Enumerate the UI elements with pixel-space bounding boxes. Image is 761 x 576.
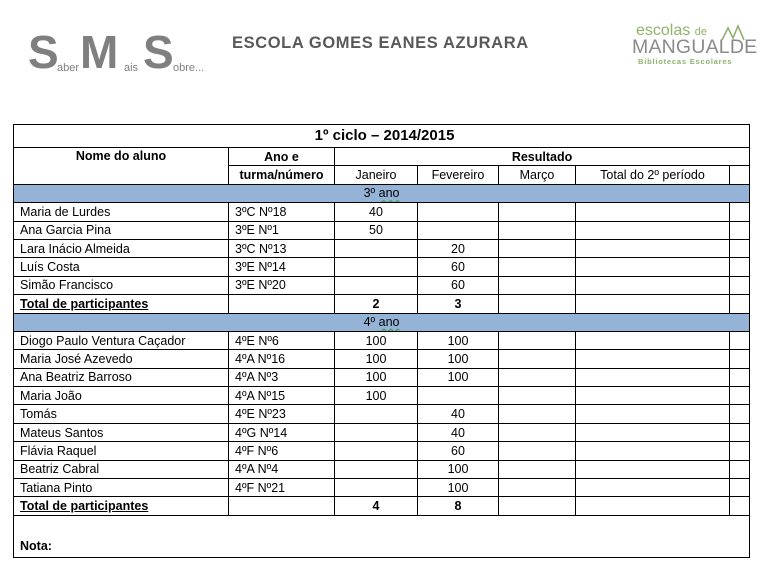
cell-feb: 60 xyxy=(418,276,499,294)
logo-word-sobre: obre... xyxy=(173,62,205,74)
cell-total xyxy=(576,276,730,294)
cell-jan xyxy=(335,423,418,441)
cell-mar xyxy=(499,479,576,497)
cell-jan xyxy=(335,276,418,294)
cell-class: 4ºA Nº16 xyxy=(229,350,335,368)
note-label: Nota: xyxy=(14,515,750,557)
cell-extra xyxy=(730,203,750,221)
cell-class: 3ºE Nº20 xyxy=(229,276,335,294)
cell-name: Tatiana Pinto xyxy=(14,479,229,497)
cell-name: Mateus Santos xyxy=(14,423,229,441)
cell-name: Diogo Paulo Ventura Caçador xyxy=(14,331,229,349)
cell-extra xyxy=(730,331,750,349)
cell-name: Ana Beatriz Barroso xyxy=(14,368,229,386)
cell-name: Simão Francisco xyxy=(14,276,229,294)
logo-bibliotecas-text: Bibliotecas Escolares xyxy=(638,57,733,66)
cell-mar xyxy=(499,295,576,313)
cell-extra xyxy=(730,387,750,405)
header-row-1 xyxy=(14,148,750,166)
cell-extra xyxy=(730,460,750,478)
cell-mar xyxy=(499,203,576,221)
header-mar: Março xyxy=(499,166,576,184)
logo-letter-s1: S xyxy=(28,26,59,78)
section-band-4 xyxy=(14,313,750,331)
note-row xyxy=(14,515,750,557)
cell-total xyxy=(576,221,730,239)
header-name: Nome do aluno xyxy=(14,148,229,185)
cell-extra xyxy=(730,350,750,368)
cell-jan: 40 xyxy=(335,203,418,221)
cell-total xyxy=(576,203,730,221)
cell-feb: 100 xyxy=(418,460,499,478)
cell-feb: 20 xyxy=(418,239,499,257)
cell-name: Ana Garcia Pina xyxy=(14,221,229,239)
cell-feb xyxy=(418,387,499,405)
cell-jan xyxy=(335,239,418,257)
logo-letter-m: M xyxy=(80,26,119,78)
table-row xyxy=(14,331,750,349)
cell-total xyxy=(576,295,730,313)
logo-mangualde-text: MANGUALDE xyxy=(632,36,758,58)
cell-feb: 40 xyxy=(418,423,499,441)
cell-class xyxy=(229,295,335,313)
cell-extra xyxy=(730,295,750,313)
cell-jan: 100 xyxy=(335,368,418,386)
logo-letter-s2: S xyxy=(143,26,174,78)
table-row xyxy=(14,258,750,276)
table-row xyxy=(14,239,750,257)
cell-feb: 60 xyxy=(418,258,499,276)
cell-total xyxy=(576,423,730,441)
header-extra xyxy=(730,166,750,184)
cell-jan xyxy=(335,460,418,478)
cell-jan xyxy=(335,258,418,276)
cell-name: Beatriz Cabral xyxy=(14,460,229,478)
cell-total xyxy=(576,405,730,423)
table-row xyxy=(14,203,750,221)
total-feb: 3 xyxy=(418,295,499,313)
table-row xyxy=(14,460,750,478)
cell-total xyxy=(576,331,730,349)
cell-class: 4ºA Nº3 xyxy=(229,368,335,386)
cell-extra xyxy=(730,368,750,386)
logo-word-mais: ais xyxy=(124,62,139,74)
cell-name: Lara Inácio Almeida xyxy=(14,239,229,257)
cell-feb: 100 xyxy=(418,479,499,497)
cell-feb: 40 xyxy=(418,405,499,423)
cell-mar xyxy=(499,368,576,386)
cell-name: Maria de Lurdes xyxy=(14,203,229,221)
cell-total xyxy=(576,479,730,497)
total-label: Total de participantes xyxy=(14,295,229,313)
section-label-4: 4º ano xyxy=(14,313,750,331)
results-table xyxy=(13,124,750,558)
cell-class: 3ºC Nº13 xyxy=(229,239,335,257)
cell-mar xyxy=(499,350,576,368)
cell-feb: 60 xyxy=(418,442,499,460)
cell-extra xyxy=(730,239,750,257)
table-title: 1º ciclo – 2014/2015 xyxy=(14,125,750,148)
logo-word-saber: aber xyxy=(57,62,80,74)
cell-class: 4ºA Nº15 xyxy=(229,387,335,405)
cell-name: Flávia Raquel xyxy=(14,442,229,460)
cell-mar xyxy=(499,258,576,276)
cell-extra xyxy=(730,276,750,294)
cell-feb xyxy=(418,203,499,221)
cell-name: Luís Costa xyxy=(14,258,229,276)
cell-extra xyxy=(730,423,750,441)
table-title-row xyxy=(14,125,750,148)
cell-extra xyxy=(730,258,750,276)
section-band-3 xyxy=(14,184,750,202)
total-row-3 xyxy=(14,295,750,313)
cell-feb: 100 xyxy=(418,350,499,368)
mangualde-logo xyxy=(632,22,758,68)
total-jan: 2 xyxy=(335,295,418,313)
total-feb: 8 xyxy=(418,497,499,515)
cell-feb xyxy=(418,221,499,239)
cell-jan xyxy=(335,442,418,460)
cell-extra xyxy=(730,221,750,239)
cell-total xyxy=(576,368,730,386)
cell-class: 4ºE Nº23 xyxy=(229,405,335,423)
header-total: Total do 2º período xyxy=(576,166,730,184)
cell-class: 3ºE Nº14 xyxy=(229,258,335,276)
cell-mar xyxy=(499,405,576,423)
cell-mar xyxy=(499,423,576,441)
cell-total xyxy=(576,350,730,368)
school-title: ESCOLA GOMES EANES AZURARA xyxy=(232,34,529,52)
cell-mar xyxy=(499,221,576,239)
cell-total xyxy=(576,442,730,460)
table-row xyxy=(14,368,750,386)
cell-extra xyxy=(730,479,750,497)
cell-mar xyxy=(499,331,576,349)
table-row xyxy=(14,442,750,460)
header-year-a: Ano e xyxy=(229,148,335,166)
cell-extra xyxy=(730,442,750,460)
cell-feb: 100 xyxy=(418,331,499,349)
cell-jan: 100 xyxy=(335,387,418,405)
cell-mar xyxy=(499,497,576,515)
table-row xyxy=(14,423,750,441)
total-row-4 xyxy=(14,497,750,515)
cell-jan: 50 xyxy=(335,221,418,239)
header-feb: Fevereiro xyxy=(418,166,499,184)
table-row xyxy=(14,405,750,423)
cell-class: 4ºG Nº14 xyxy=(229,423,335,441)
cell-mar xyxy=(499,387,576,405)
total-label: Total de participantes xyxy=(14,497,229,515)
table-row xyxy=(14,387,750,405)
cell-total xyxy=(576,387,730,405)
cell-class xyxy=(229,497,335,515)
cell-class: 4ºF Nº21 xyxy=(229,479,335,497)
cell-jan: 100 xyxy=(335,350,418,368)
cell-total xyxy=(576,258,730,276)
cell-extra xyxy=(730,405,750,423)
table-row xyxy=(14,221,750,239)
sms-logo xyxy=(28,28,218,78)
cell-mar xyxy=(499,239,576,257)
header-year-b: turma/número xyxy=(229,166,335,184)
cell-total xyxy=(576,497,730,515)
cell-name: Maria João xyxy=(14,387,229,405)
cell-class: 3ºE Nº1 xyxy=(229,221,335,239)
cell-total xyxy=(576,239,730,257)
section-label-3: 3º ano xyxy=(14,184,750,202)
cell-total xyxy=(576,460,730,478)
cell-mar xyxy=(499,442,576,460)
header-jan: Janeiro xyxy=(335,166,418,184)
cell-jan xyxy=(335,479,418,497)
cell-class: 4ºE Nº6 xyxy=(229,331,335,349)
cell-mar xyxy=(499,276,576,294)
cell-jan xyxy=(335,405,418,423)
table-row xyxy=(14,350,750,368)
cell-extra xyxy=(730,497,750,515)
cell-class: 3ºC Nº18 xyxy=(229,203,335,221)
cell-class: 4ºF Nº6 xyxy=(229,442,335,460)
header-result: Resultado xyxy=(335,148,750,166)
cell-name: Maria José Azevedo xyxy=(14,350,229,368)
logo-escolas-text: escolas de xyxy=(636,22,707,39)
cell-class: 4ºA Nº4 xyxy=(229,460,335,478)
cell-name: Tomás xyxy=(14,405,229,423)
table-row xyxy=(14,479,750,497)
cell-jan: 100 xyxy=(335,331,418,349)
total-jan: 4 xyxy=(335,497,418,515)
table-row xyxy=(14,276,750,294)
cell-mar xyxy=(499,460,576,478)
cell-feb: 100 xyxy=(418,368,499,386)
